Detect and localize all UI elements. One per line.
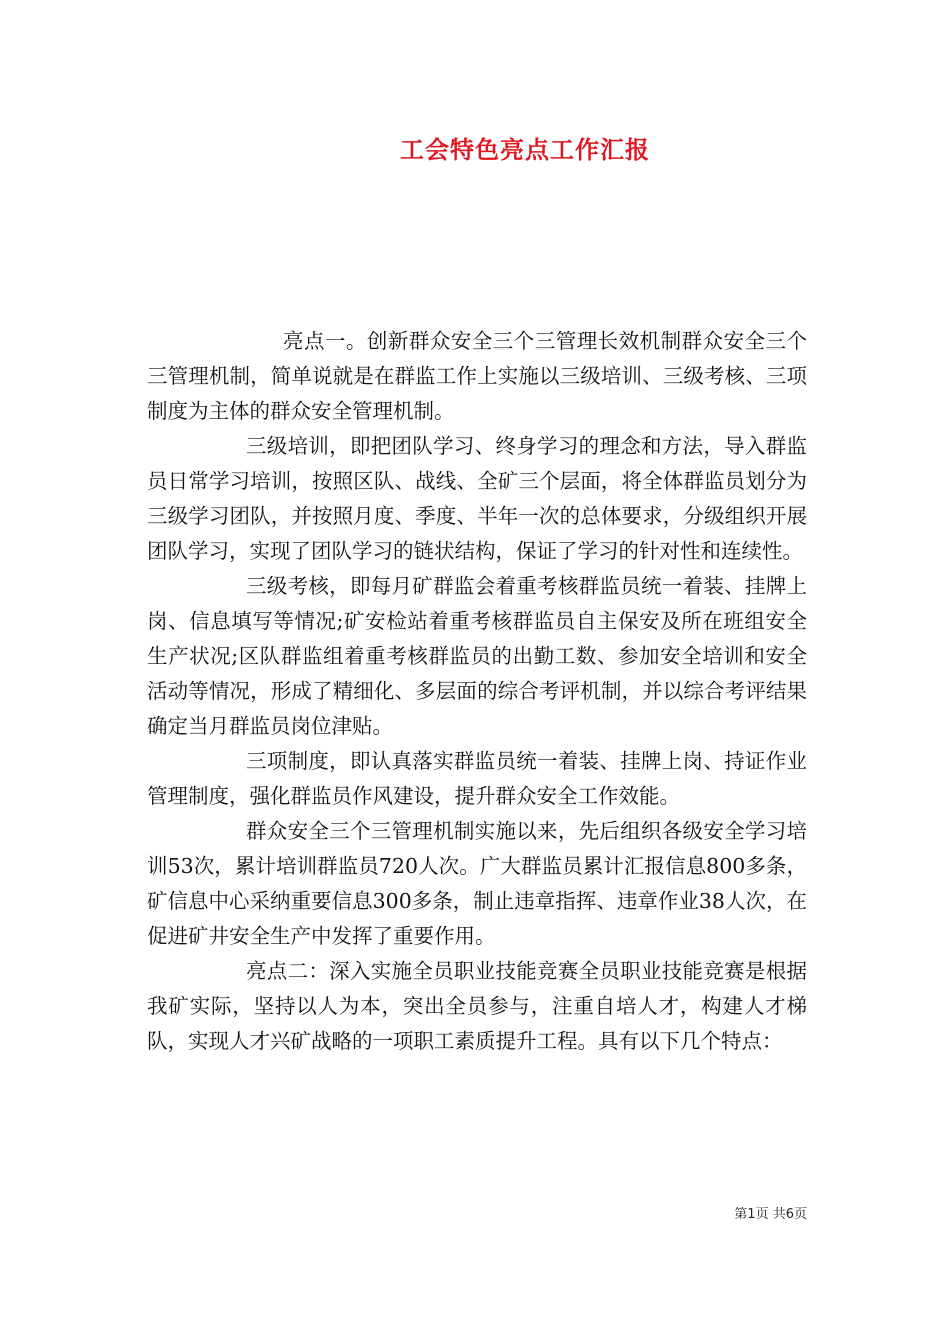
- page-label-prefix: 第: [734, 1207, 748, 1222]
- page-current: 1: [747, 1207, 756, 1222]
- paragraph-three-systems: 三项制度，即认真落实群监员统一着装、挂牌上岗、持证作业管理制度，强化群监员作风建设，提升群众安全工作效能。: [147, 749, 807, 808]
- page-label-suffix: 页: [793, 1207, 807, 1222]
- paragraph-three-level-training: 三级培训，即把团队学习、终身学习的理念和方法，导入群监员日常学习培训，按照区队、战线、全矿三个层面，将全体群监员划分为三级学习团队，并按照月度、季度、半年一次的总体要求，分级组织开展团队学习，实现了团队学习的链状结构，保证了学习的针对性和连续性。: [147, 434, 807, 563]
- paragraph-results: 群众安全三个三管理机制实施以来，先后组织各级安全学习培训53次，累计培训群监员720人次。广大群监员累计汇报信息800多条，矿信息中心采纳重要信息300多条，制止违章指挥、违章作业38人次，在促进矿井安全生产中发挥了重要作用。: [147, 819, 807, 948]
- page-number-footer: [734, 1203, 807, 1222]
- document-title: 工会特色亮点工作汇报: [400, 135, 650, 164]
- document-body: [147, 324, 807, 1059]
- paragraph-highlight-two: 亮点二：深入实施全员职业技能竞赛全员职业技能竞赛是根据我矿实际，坚持以人为本，突出全员参与，注重自培人才，构建人才梯队，实现人才兴矿战略的一项职工素质提升工程。具有以下几个特点：: [147, 959, 807, 1053]
- paragraph-three-level-assessment: 三级考核，即每月矿群监会着重考核群监员统一着装、挂牌上岗、信息填写等情况;矿安检站着重考核群监员自主保安及所在班组安全生产状况;区队群监组着重考核群监员的出勤工数、参加安全培训和安全活动等情况，形成了精细化、多层面的综合考评机制，并以综合考评结果确定当月群监员岗位津贴。: [147, 574, 807, 738]
- page-label-middle: 页 共: [755, 1207, 786, 1222]
- paragraph-highlight-one: 亮点一。创新群众安全三个三管理长效机制群众安全三个三管理机制，简单说就是在群监工作上实施以三级培训、三级考核、三项制度为主体的群众安全管理机制。: [147, 329, 807, 423]
- page-total: 6: [785, 1207, 794, 1222]
